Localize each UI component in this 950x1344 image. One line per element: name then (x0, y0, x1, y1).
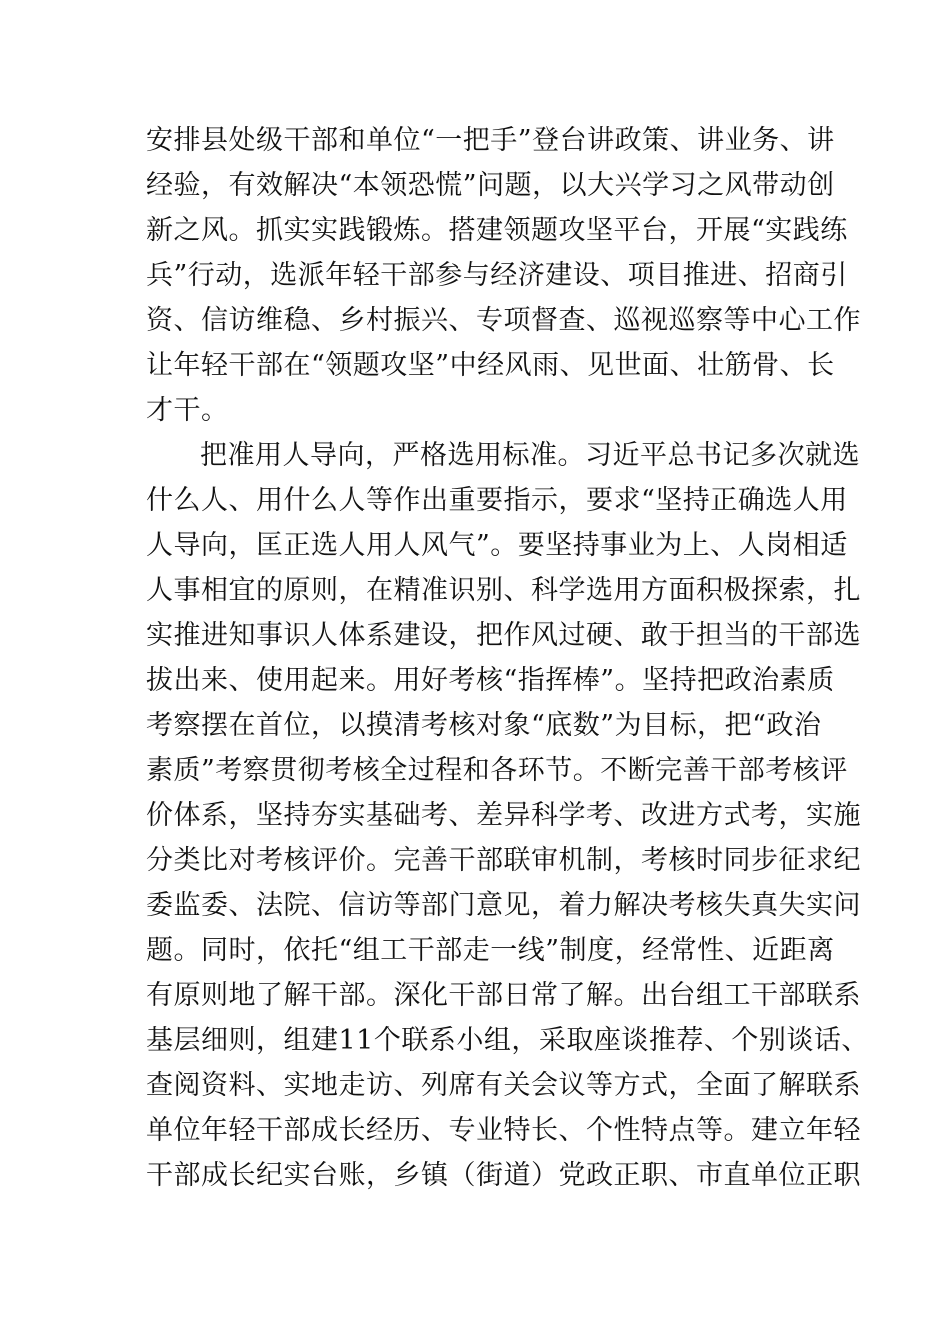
paragraph-2-line-11: 委监委、法院、信访等部门意见，着力解决考核失真失实问 (146, 890, 861, 921)
paragraph-2-line-4: 人事相宜的原则，在精准识别、科学选用方面积极探索，扎 (146, 575, 861, 606)
paragraph-2-line-5: 实推进知事识人体系建设，把作风过硬、敢于担当的干部选 (146, 620, 861, 651)
body-text (146, 118, 869, 1198)
paragraph-2-line-6: 拔出来、使用起来。用好考核“指挥棒”。坚持把政治素质 (146, 665, 835, 696)
paragraph-2-line-8: 素质”考察贯彻考核全过程和各环节。不断完善干部考核评 (146, 755, 848, 786)
paragraph-2-line-1: 把准用人导向，严格选用标准。习近平总书记多次就选 (200, 440, 860, 471)
paragraph-2-line-13: 有原则地了解干部。深化干部日常了解。出台组工干部联系 (146, 980, 861, 1011)
paragraph-2-line-2: 什么人、用什么人等作出重要指示，要求“坚持正确选人用 (146, 485, 848, 516)
paragraph-1-line-5: 资、信访维稳、乡村振兴、专项督查、巡视巡察等中心工作 (146, 305, 861, 336)
paragraph-2-line-10: 分类比对考核评价。完善干部联审机制，考核时同步征求纪 (146, 845, 861, 876)
paragraph-1-line-1: 安排县处级干部和单位“一把手”登台讲政策、讲业务、讲 (146, 125, 835, 156)
paragraph-2-line-14: 基层细则，组建11个联系小组，采取座谈推荐、个别谈话、 (146, 1025, 869, 1056)
paragraph-2-line-16: 单位年轻干部成长经历、专业特长、个性特点等。建立年轻 (146, 1115, 861, 1146)
paragraph-2-line-15: 查阅资料、实地走访、列席有关会议等方式，全面了解联系 (146, 1070, 861, 1101)
paragraph-1-line-2: 经验，有效解决“本领恐慌”问题，以大兴学习之风带动创 (146, 170, 835, 201)
paragraph-2-line-7: 考察摆在首位，以摸清考核对象“底数”为目标，把“政治 (146, 710, 822, 741)
paragraph-2-line-17: 干部成长纪实台账，乡镇（街道）党政正职、市直单位正职 (146, 1160, 861, 1191)
paragraph-1-line-6: 让年轻干部在“领题攻坚”中经风雨、见世面、壮筋骨、长 (146, 350, 835, 381)
paragraph-2-line-12: 题。同时，依托“组工干部走一线”制度，经常性、近距离 (146, 935, 835, 966)
paragraph-2-line-9: 价体系，坚持夯实基础考、差异科学考、改进方式考，实施 (146, 800, 861, 831)
paragraph-2-line-3: 人导向，匡正选人用人风气”。要坚持事业为上、人岗相适 (146, 530, 848, 561)
paragraph-1-line-7: 才干。 (146, 395, 229, 426)
paragraph-1-line-4: 兵”行动，选派年轻干部参与经济建设、项目推进、招商引 (146, 260, 848, 291)
paragraph-1-line-3: 新之风。抓实实践锻炼。搭建领题攻坚平台，开展“实践练 (146, 215, 848, 246)
